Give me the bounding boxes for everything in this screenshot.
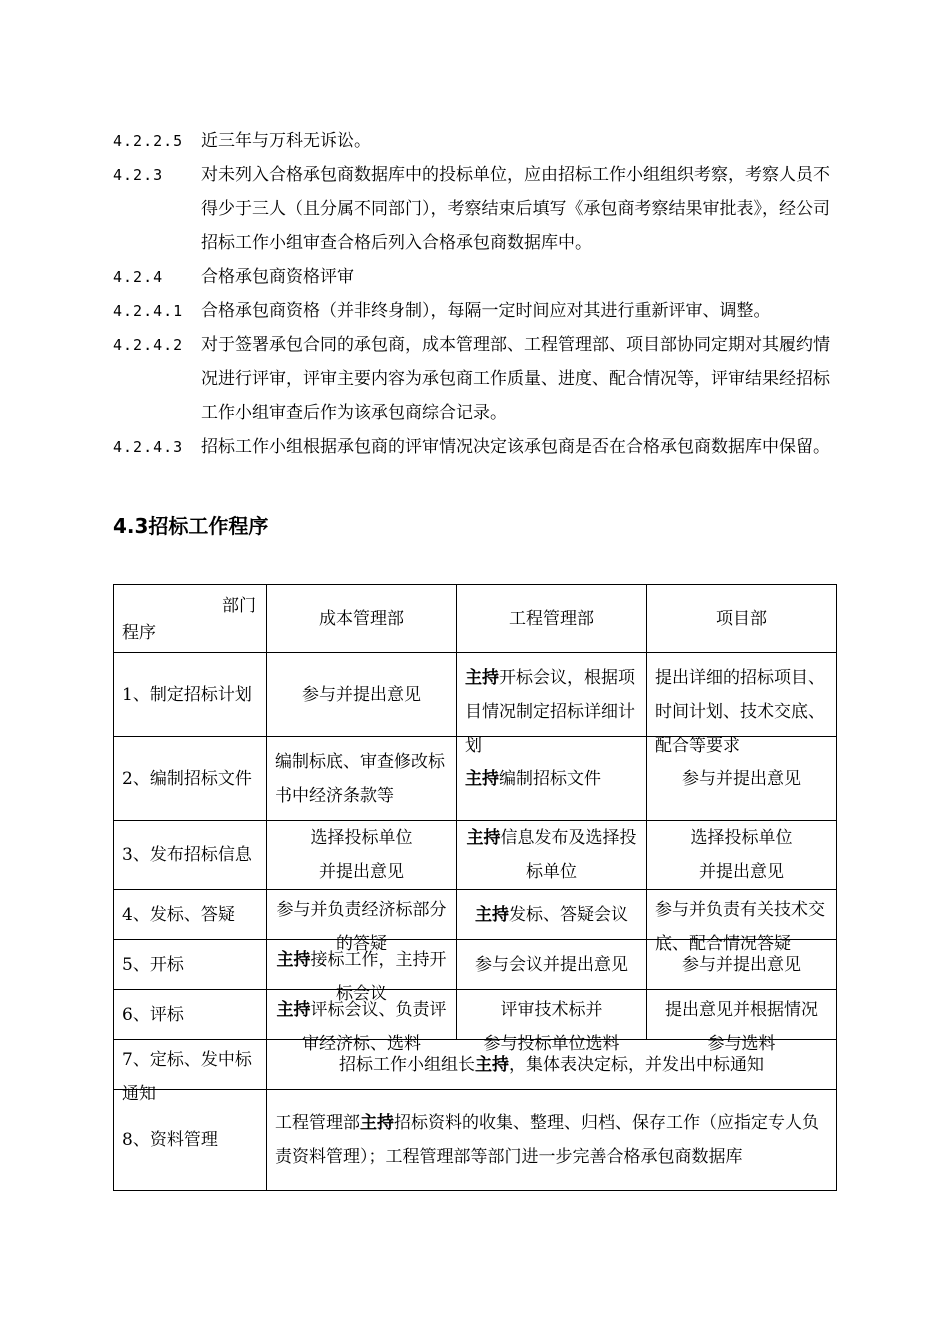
- clause-4-2-4-3: [113, 430, 843, 464]
- step-cell: 4、发标、答疑: [114, 890, 267, 940]
- table-row: [114, 653, 837, 737]
- clause-text: 合格承包商资格（并非终身制），每隔一定时间应对其进行重新评审、调整。: [201, 301, 771, 321]
- corner-dept-label: 部门: [222, 596, 256, 616]
- header-project-dept: 项目部: [647, 585, 837, 653]
- engineering-cell: 评审技术标并 参与投标单位选料: [457, 990, 647, 1040]
- clause-text: 近三年与万科无诉讼。: [201, 131, 371, 151]
- project-cell: 选择投标单位 并提出意见: [647, 821, 837, 890]
- clause-4-2-2-5: [113, 124, 843, 158]
- cost-cell: 主持评标会议、负责评审经济标、选料: [267, 990, 457, 1040]
- step-cell: 3、发布招标信息: [114, 821, 267, 890]
- clause-number: 4.2.4: [113, 268, 164, 286]
- project-cell: 提出详细的招标项目、时间计划、技术交底、配合等要求: [647, 653, 837, 737]
- step-cell: 6、评标: [114, 990, 267, 1040]
- table-row: [114, 1040, 837, 1090]
- clause-text: 招标工作小组根据承包商的评审情况决定该承包商是否在合格承包商数据库中保留。: [201, 437, 830, 457]
- project-cell: 参与并提出意见: [647, 737, 837, 821]
- table-row: [114, 1090, 837, 1191]
- cost-cell: 参与并提出意见: [267, 653, 457, 737]
- cost-cell: 编制标底、审查修改标书中经济条款等: [267, 737, 457, 821]
- clause-4-2-3: [113, 158, 843, 260]
- engineering-cell: 主持开标会议，根据项目情况制定招标详细计划: [457, 653, 647, 737]
- clause-number: 4.2.4.2: [113, 336, 184, 354]
- engineering-cell: 主持发标、答疑会议: [457, 890, 647, 940]
- cost-cell: 主持接标工作，主持开标会议: [267, 940, 457, 990]
- step-cell: 1、制定招标计划: [114, 653, 267, 737]
- merged-cell: 工程管理部主持招标资料的收集、整理、归档、保存工作（应指定专人负责资料管理）；工程管理部等部门进一步完善合格承包商数据库: [267, 1090, 837, 1191]
- clause-4-2-4-1: [113, 294, 843, 328]
- project-cell: 参与并提出意见: [647, 940, 837, 990]
- cost-cell: 参与并负责经济标部分的答疑: [267, 890, 457, 940]
- clause-number: 4.2.4.3: [113, 438, 184, 456]
- clause-text: 对未列入合格承包商数据库中的投标单位，应由招标工作小组组织考察，考察人员不得少于三人（且分属不同部门），考察结束后填写《承包商考察结果审批表》，经公司招标工作小组审查合格后列入合格承包商数据库中。: [201, 165, 830, 253]
- engineering-cell: 主持编制招标文件: [457, 737, 647, 821]
- engineering-cell: 主持信息发布及选择投标单位: [457, 821, 647, 890]
- merged-cell: 招标工作小组组长主持，集体表决定标，并发出中标通知: [267, 1040, 837, 1090]
- clause-number: 4.2.4.1: [113, 302, 184, 320]
- step-cell: 8、资料管理: [114, 1090, 267, 1191]
- section-title: 4.3招标工作程序: [113, 514, 269, 538]
- clause-4-2-4-2: [113, 328, 843, 430]
- project-cell: 提出意见并根据情况 参与选料: [647, 990, 837, 1040]
- corner-header: [114, 585, 267, 653]
- clause-text: 对于签署承包合同的承包商，成本管理部、工程管理部、项目部协同定期对其履约情况进行评审，评审主要内容为承包商工作质量、进度、配合情况等，评审结果经招标工作小组审查后作为该承包商综合记录。: [201, 335, 830, 423]
- step-cell: 2、编制招标文件: [114, 737, 267, 821]
- clause-number: 4.2.2.5: [113, 132, 184, 150]
- cost-cell: 选择投标单位 并提出意见: [267, 821, 457, 890]
- table-header-row: [114, 585, 837, 653]
- clause-number: 4.2.3: [113, 166, 164, 184]
- corner-procedure-label: 程序: [122, 623, 156, 643]
- procedure-table: [113, 584, 837, 1191]
- clause-text: 合格承包商资格评审: [201, 267, 354, 287]
- table-row: [114, 940, 837, 990]
- step-cell: 5、开标: [114, 940, 267, 990]
- table-row: [114, 990, 837, 1040]
- table-row: [114, 821, 837, 890]
- table-row: [114, 890, 837, 940]
- header-engineering-dept: 工程管理部: [457, 585, 647, 653]
- clause-4-2-4: [113, 260, 843, 294]
- project-cell: 参与并负责有关技术交底、配合情况答疑: [647, 890, 837, 940]
- header-cost-dept: 成本管理部: [267, 585, 457, 653]
- engineering-cell: 参与会议并提出意见: [457, 940, 647, 990]
- step-cell: 7、定标、发中标通知: [114, 1040, 267, 1090]
